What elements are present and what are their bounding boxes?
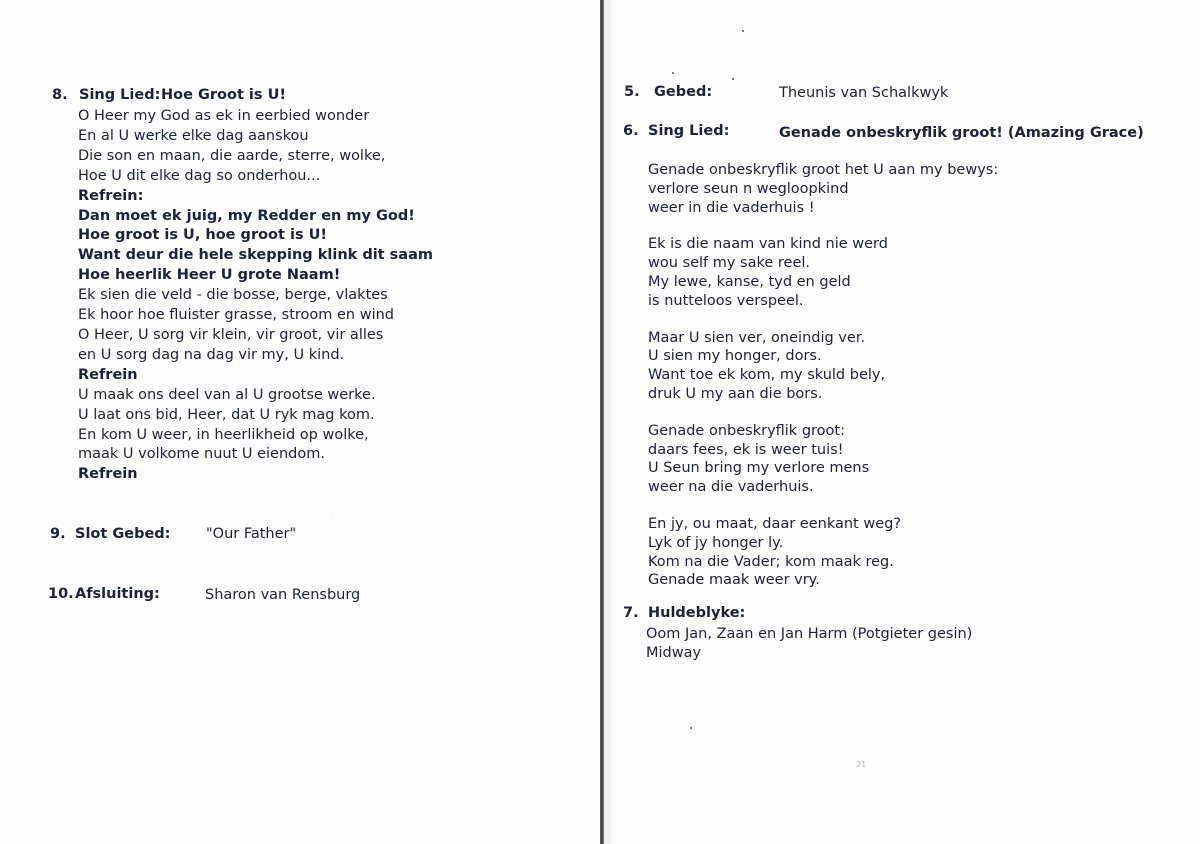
lyric-line: verlore seun n wegloopkind bbox=[648, 180, 849, 197]
item-10-number: 10. bbox=[48, 586, 74, 602]
lyric-line: U laat ons bid, Heer, dat U ryk mag kom. bbox=[78, 406, 375, 423]
right-page bbox=[604, 0, 1200, 844]
item-8-heading: Sing Lied: bbox=[79, 87, 161, 103]
stanza bbox=[648, 161, 998, 217]
stanza bbox=[648, 235, 998, 310]
item-7-lines bbox=[646, 625, 972, 663]
item-10-value: Sharon van Rensburg bbox=[205, 587, 361, 603]
item-5-heading: Gebed: bbox=[654, 84, 713, 100]
lyric-line: Genade onbeskryflik groot het U aan my bewys: bbox=[648, 162, 999, 178]
refrain-line: Hoe heerlik Heer U grote Naam! bbox=[78, 267, 341, 284]
item-6-song-title: Genade onbeskryflik groot! (Amazing Grace) bbox=[779, 125, 1144, 141]
refrain-line: Hoe groot is U, hoe groot is U! bbox=[78, 227, 328, 244]
lyric-line: Die son en maan, die aarde, sterre, wolke, bbox=[78, 147, 386, 164]
lyric-line: En jy, ou maat, daar eenkant weg? bbox=[648, 515, 902, 532]
refrain-line: Refrein bbox=[78, 366, 138, 383]
item-7-heading: Huldeblyke: bbox=[648, 605, 746, 621]
ink-speck bbox=[732, 78, 734, 80]
ink-speck bbox=[742, 30, 744, 32]
ink-speck bbox=[672, 72, 674, 74]
tribute-line: Midway bbox=[646, 645, 702, 661]
lyric-line: Maar U sien ver, oneindig ver. bbox=[648, 329, 866, 346]
item-8-number: 8. bbox=[52, 87, 68, 103]
lyric-line: O Heer, U sorg vir klein, vir groot, vir alles bbox=[78, 326, 384, 343]
item-5-number: 5. bbox=[624, 84, 640, 100]
lyric-line: Ek hoor hoe fluister grasse, stroom en wind bbox=[78, 307, 395, 324]
item-7-number: 7. bbox=[623, 605, 639, 621]
lyric-line: Lyk of jy honger ly. bbox=[648, 534, 784, 551]
item-9-heading: Slot Gebed: bbox=[75, 526, 171, 542]
refrain-line: Want deur die hele skepping klink dit saam bbox=[78, 247, 433, 264]
lyric-line: weer in die vaderhuis ! bbox=[648, 199, 815, 216]
lyric-line: Ek sien die veld - die bosse, berge, vlaktes bbox=[78, 287, 388, 304]
lyric-line: druk U my aan die bors. bbox=[648, 385, 823, 402]
stanza bbox=[648, 422, 998, 497]
lyric-line: maak U volkome nuut U eiendom. bbox=[78, 446, 325, 463]
lyric-line: Genade maak weer vry. bbox=[648, 572, 820, 589]
tribute-line: Oom Jan, Zaan en Jan Harm (Potgieter gesin) bbox=[646, 626, 973, 642]
refrain-line: Refrein: bbox=[78, 187, 144, 204]
lyric-line: U sien my honger, dors. bbox=[648, 348, 822, 365]
lyric-line: U Seun bring my verlore mens bbox=[648, 460, 870, 477]
lyric-line: Want toe ek kom, my skuld bely, bbox=[648, 367, 886, 384]
page-number: 21 bbox=[856, 760, 867, 769]
lyric-line: Kom na die Vader; kom maak reg. bbox=[648, 553, 894, 570]
item-9-value: "Our Father" bbox=[206, 526, 297, 542]
item-10-heading: Afsluiting: bbox=[75, 586, 160, 602]
paper-smudge: · bbox=[330, 508, 334, 518]
item-5-value: Theunis van Schalkwyk bbox=[779, 85, 949, 101]
lyric-line: En al U werke elke dag aanskou bbox=[78, 127, 309, 144]
lyric-line: wou self my sake reel. bbox=[648, 255, 811, 272]
lyric-line: is nutteloos verspeel. bbox=[648, 292, 804, 309]
lyric-line: U maak ons deel van al U grootse werke. bbox=[78, 386, 376, 403]
lyric-line: weer na die vaderhuis. bbox=[648, 479, 814, 496]
item-6-heading: Sing Lied: bbox=[648, 123, 730, 139]
lyric-line: daars fees, ek is weer tuis! bbox=[648, 441, 844, 458]
lyric-line: Hoe U dit elke dag so onderhou... bbox=[78, 167, 321, 184]
refrain-line: Dan moet ek juig, my Redder en my God! bbox=[78, 207, 415, 224]
song-6-lyrics bbox=[648, 161, 998, 608]
item-6-number: 6. bbox=[623, 123, 639, 139]
lyric-line: Ek is die naam van kind nie werd bbox=[648, 236, 888, 253]
song-8-lyrics bbox=[78, 107, 433, 485]
stanza bbox=[648, 329, 998, 404]
ink-speck bbox=[690, 727, 692, 729]
lyric-line: My lewe, kanse, tyd en geld bbox=[648, 273, 851, 290]
item-8-song-title: Hoe Groot is U! bbox=[161, 87, 286, 103]
stanza bbox=[648, 515, 998, 590]
lyric-line: En kom U weer, in heerlikheid op wolke, bbox=[78, 426, 369, 443]
lyric-line: O Heer my God as ek in eerbied wonder bbox=[78, 108, 370, 124]
lyric-line: en U sorg dag na dag vir my, U kind. bbox=[78, 346, 345, 363]
item-9-number: 9. bbox=[50, 526, 66, 542]
refrain-line: Refrein bbox=[78, 466, 138, 483]
lyric-line: Genade onbeskryflik groot: bbox=[648, 422, 845, 439]
